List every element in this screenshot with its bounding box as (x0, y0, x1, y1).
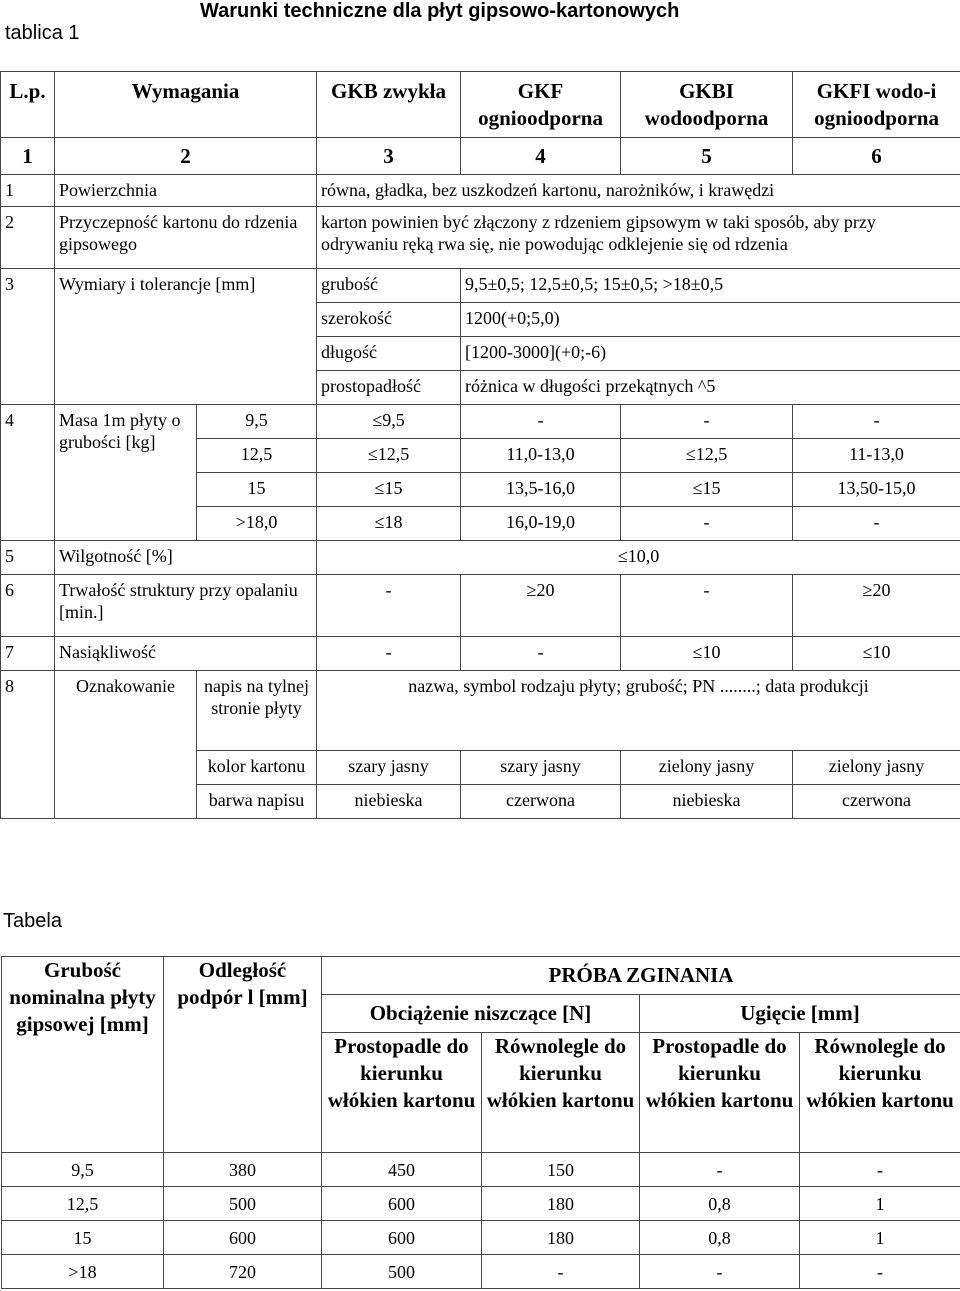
row-number: 3 (1, 269, 55, 405)
gkb-value: niebieska (317, 785, 461, 819)
marking-sub-label: barwa napisu (197, 785, 317, 819)
header-thickness: Grubość nominalna płyty gipsowej [mm] (2, 957, 164, 1153)
row-number: 5 (1, 541, 55, 575)
requirement-name: Powierzchnia (55, 175, 317, 207)
gkfi-value: 13,50-15,0 (793, 473, 960, 507)
gkb-value: ≤15 (317, 473, 461, 507)
thickness-value: >18,0 (197, 507, 317, 541)
table-2-label: Tabela (3, 910, 62, 932)
header-requirements: Wymagania (55, 72, 317, 138)
dimension-label: długość (317, 337, 461, 371)
gkfi-value: - (793, 507, 960, 541)
gkf-value: 16,0-19,0 (461, 507, 621, 541)
header-lp: L.p. (1, 72, 55, 138)
row-number: 8 (1, 671, 55, 819)
requirement-name: Wymiary i tolerancje [mm] (55, 269, 317, 405)
table-cell: 600 (164, 1221, 322, 1255)
row-number: 7 (1, 637, 55, 671)
table-1-label: tablica 1 (5, 22, 80, 44)
table-cell: 0,8 (640, 1221, 800, 1255)
marking-sub-label: kolor kartonu (197, 751, 317, 785)
requirement-name: Przyczepność kartonu do rdzenia gipsowego (55, 207, 317, 269)
header-gkfi: GKFI wodo-i ognioodporna (793, 72, 960, 138)
requirement-value: karton powinien być złączony z rdzeniem gipsowym w taki sposób, aby przy odrywaniu ręką rwa się, nie powodując odklejenie się od rdzenia (317, 207, 960, 269)
header-parallel: Równolegle do kierunku włókien kartonu (800, 1033, 960, 1153)
table-cell: 720 (164, 1255, 322, 1289)
dimension-value: różnica w długości przekątnych ^5 (461, 371, 960, 405)
dimension-value: 9,5±0,5; 12,5±0,5; 15±0,5; >18±0,5 (461, 269, 960, 303)
row-number: 4 (1, 405, 55, 541)
gkbi-value: - (621, 405, 793, 439)
dimension-label: prostopadłość (317, 371, 461, 405)
table-cell: - (800, 1153, 960, 1187)
table-cell: 1 (800, 1221, 960, 1255)
gkfi-value: zielony jasny (793, 751, 960, 785)
marking-sub-value: nazwa, symbol rodzaju płyty; grubość; PN ........; data produkcji (317, 671, 960, 751)
table-cell: 380 (164, 1153, 322, 1187)
header-deflection: Ugięcie [mm] (640, 995, 960, 1033)
gkbi-value: ≤12,5 (621, 439, 793, 473)
table-cell: 500 (322, 1255, 482, 1289)
col-number: 2 (55, 138, 317, 175)
gkb-value: szary jasny (317, 751, 461, 785)
table-cell: - (640, 1255, 800, 1289)
table-cell: 450 (322, 1153, 482, 1187)
gkbi-value: ≤10 (621, 637, 793, 671)
thickness-value: 9,5 (197, 405, 317, 439)
requirement-value: ≤10,0 (317, 541, 960, 575)
requirement-name: Trwałość struktury przy opalaniu [min.] (55, 575, 317, 637)
table-cell: 12,5 (2, 1187, 164, 1221)
table-cell: 500 (164, 1187, 322, 1221)
col-number: 6 (793, 138, 960, 175)
document-title: Warunki techniczne dla płyt gipsowo-kartonowych (200, 0, 680, 22)
gkfi-value: - (793, 405, 960, 439)
dimension-value: [1200-3000](+0;-6) (461, 337, 960, 371)
col-number: 1 (1, 138, 55, 175)
gkf-value: szary jasny (461, 751, 621, 785)
row-number: 1 (1, 175, 55, 207)
gkb-value: ≤9,5 (317, 405, 461, 439)
requirement-name: Oznakowanie (55, 671, 197, 819)
col-number: 4 (461, 138, 621, 175)
table-cell: 0,8 (640, 1187, 800, 1221)
requirement-value: równa, gładka, bez uszkodzeń kartonu, narożników, i krawędzi (317, 175, 960, 207)
table-cell: - (482, 1255, 640, 1289)
table-cell: 180 (482, 1221, 640, 1255)
header-parallel: Równolegle do kierunku włókien kartonu (482, 1033, 640, 1153)
gkf-value: ≥20 (461, 575, 621, 637)
table-cell: 1 (800, 1187, 960, 1221)
dimension-label: szerokość (317, 303, 461, 337)
header-bending-test: PRÓBA ZGINANIA (322, 957, 960, 995)
gkf-value: - (461, 405, 621, 439)
gkbi-value: ≤15 (621, 473, 793, 507)
thickness-value: 12,5 (197, 439, 317, 473)
table-cell: 600 (322, 1187, 482, 1221)
gkfi-value: ≤10 (793, 637, 960, 671)
gkfi-value: ≥20 (793, 575, 960, 637)
bending-test-table (1, 956, 960, 1289)
table-cell: >18 (2, 1255, 164, 1289)
header-span: Odległość podpór l [mm] (164, 957, 322, 1153)
table-cell: 180 (482, 1187, 640, 1221)
gkf-value: 13,5-16,0 (461, 473, 621, 507)
dimension-label: grubość (317, 269, 461, 303)
header-gkf: GKF ognioodporna (461, 72, 621, 138)
marking-sub-label: napis na tylnej stronie płyty (197, 671, 317, 751)
header-perpendicular: Prostopadle do kierunku włókien kartonu (322, 1033, 482, 1153)
row-number: 2 (1, 207, 55, 269)
table-cell: 15 (2, 1221, 164, 1255)
gkfi-value: czerwona (793, 785, 960, 819)
gkf-value: czerwona (461, 785, 621, 819)
table-cell: - (800, 1255, 960, 1289)
gkbi-value: - (621, 575, 793, 637)
dimension-value: 1200(+0;5,0) (461, 303, 960, 337)
requirement-name: Nasiąkliwość (55, 637, 317, 671)
col-number: 3 (317, 138, 461, 175)
table-cell: 150 (482, 1153, 640, 1187)
table-cell: - (640, 1153, 800, 1187)
gkfi-value: 11-13,0 (793, 439, 960, 473)
gkbi-value: - (621, 507, 793, 541)
header-breaking-load: Obciążenie niszczące [N] (322, 995, 640, 1033)
gkb-value: ≤18 (317, 507, 461, 541)
header-gkbi: GKBI wodoodporna (621, 72, 793, 138)
table-cell: 600 (322, 1221, 482, 1255)
gkbi-value: zielony jasny (621, 751, 793, 785)
gkb-value: - (317, 575, 461, 637)
gkbi-value: niebieska (621, 785, 793, 819)
header-perpendicular: Prostopadle do kierunku włókien kartonu (640, 1033, 800, 1153)
requirement-name: Wilgotność [%] (55, 541, 317, 575)
technical-conditions-table (0, 71, 960, 819)
row-number: 6 (1, 575, 55, 637)
requirement-name: Masa 1m płyty o grubości [kg] (55, 405, 197, 541)
table-cell: 9,5 (2, 1153, 164, 1187)
gkb-value: - (317, 637, 461, 671)
col-number: 5 (621, 138, 793, 175)
gkf-value: 11,0-13,0 (461, 439, 621, 473)
thickness-value: 15 (197, 473, 317, 507)
gkb-value: ≤12,5 (317, 439, 461, 473)
header-gkb: GKB zwykła (317, 72, 461, 138)
gkf-value: - (461, 637, 621, 671)
